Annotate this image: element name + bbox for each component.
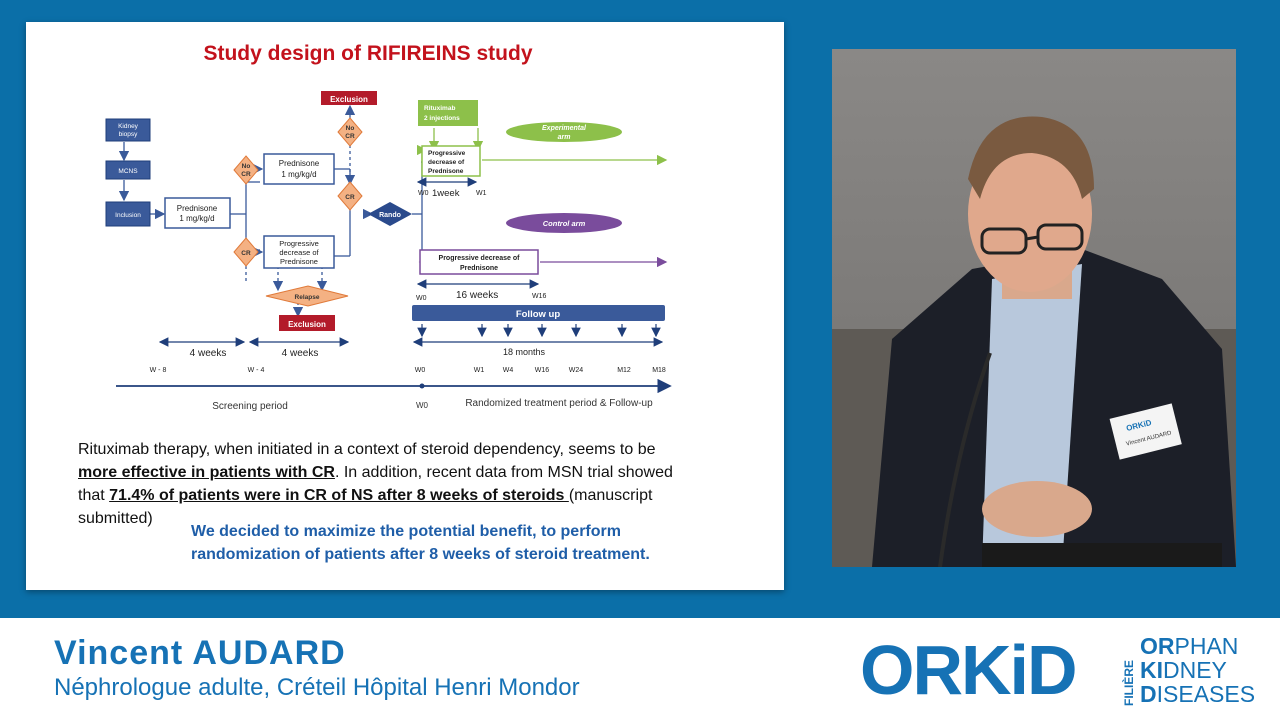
relapse-diamond — [266, 286, 348, 306]
logo-line1-rest: PHAN — [1174, 633, 1239, 659]
experimental-arm-ellipse — [506, 122, 622, 142]
logo-line2-rest: DNEY — [1163, 657, 1227, 683]
svg-text:Control arm: Control arm — [542, 219, 586, 228]
svg-text:Progressive: Progressive — [279, 239, 319, 248]
svg-text:W1: W1 — [476, 190, 487, 197]
orkid-logo: ORKiD — [860, 631, 1076, 709]
slide-title: Study design of RIFIREINS study — [203, 42, 533, 65]
svg-text:biopsy: biopsy — [118, 131, 138, 138]
svg-text:W24: W24 — [568, 367, 584, 374]
svg-text:Inclusion: Inclusion — [115, 212, 141, 219]
body-line-2: . In addition, recent data from MSN trial showed — [334, 464, 673, 481]
kidney-biopsy-box — [106, 119, 150, 141]
svg-text:Follow up: Follow up — [515, 309, 561, 320]
presentation-slide — [26, 22, 784, 590]
svg-text:W0: W0 — [414, 367, 426, 374]
exclusion-bottom-box — [279, 315, 335, 331]
svg-text:W16: W16 — [532, 293, 547, 300]
svg-text:18 months: 18 months — [502, 347, 546, 357]
svg-text:Progressive: Progressive — [428, 150, 466, 157]
svg-text:W - 8: W - 8 — [149, 367, 167, 374]
logo-line2-bold: KI — [1140, 657, 1163, 683]
svg-text:No: No — [345, 125, 355, 132]
body-emphasis-2: 71.4% of patients were in CR of NS after 8 weeks of steroids — [109, 487, 569, 504]
svg-text:Rando: Rando — [379, 212, 401, 219]
no-cr-diamond-1 — [234, 156, 258, 184]
svg-text:1week: 1week — [432, 188, 460, 199]
logo-vertical-label — [1118, 636, 1138, 706]
svg-text:Relapse: Relapse — [294, 294, 320, 301]
svg-text:arm: arm — [557, 134, 571, 141]
cr-diamond-1 — [234, 238, 258, 266]
svg-text:Kidney: Kidney — [118, 123, 138, 130]
body-line-4: submitted) — [78, 510, 153, 527]
svg-text:1 mg/kg/d: 1 mg/kg/d — [281, 170, 317, 179]
svg-text:2 injections: 2 injections — [424, 115, 460, 122]
svg-text:Prednisone: Prednisone — [459, 265, 499, 272]
body-line-3: that — [78, 487, 110, 504]
svg-text:CR: CR — [345, 133, 355, 140]
svg-text:4 weeks: 4 weeks — [281, 348, 319, 359]
svg-text:Prednisone: Prednisone — [428, 168, 464, 175]
svg-text:Screening period: Screening period — [212, 401, 288, 412]
no-cr-diamond-2 — [338, 118, 362, 146]
svg-text:MCNS: MCNS — [118, 168, 138, 175]
svg-text:W0: W0 — [418, 190, 429, 197]
cr-diamond-2 — [338, 182, 362, 210]
experimental-progressive-box — [422, 146, 480, 176]
body-emphasis-1: more effective in patients with CR — [78, 464, 335, 481]
svg-text:CR: CR — [241, 171, 251, 178]
svg-text:Rituximab: Rituximab — [424, 105, 456, 112]
svg-text:M18: M18 — [652, 367, 666, 374]
svg-text:Progressive decrease of: Progressive decrease of — [438, 255, 520, 262]
slide-conclusion: We decided to maximize the potential benefit, to perform randomization of patients after 8 weeks of steroid treatment. — [191, 523, 650, 563]
svg-text:Prednisone: Prednisone — [280, 257, 318, 266]
logo-line3-bold: D — [1140, 681, 1157, 707]
speaker-figure — [832, 49, 1236, 567]
rituximab-box — [418, 100, 478, 126]
svg-text:Exclusion: Exclusion — [288, 320, 326, 329]
svg-text:Vincent AUDARD: Vincent AUDARD — [1125, 430, 1173, 448]
svg-text:FILIÈRE: FILIÈRE — [1122, 659, 1136, 706]
svg-text:W0: W0 — [416, 295, 427, 302]
control-progressive-box — [420, 250, 538, 274]
slide-body-text — [78, 438, 738, 530]
svg-text:W16: W16 — [534, 367, 550, 374]
inclusion-box — [106, 202, 150, 226]
svg-text:M12: M12 — [617, 367, 631, 374]
follow-up-bar — [412, 305, 665, 321]
svg-text:Exclusion: Exclusion — [330, 95, 368, 104]
speaker-name: Vincent AUDARD — [54, 634, 346, 672]
rando-diamond — [368, 202, 412, 226]
svg-text:Experimental: Experimental — [542, 125, 586, 132]
svg-text:Randomized treatment period &: Randomized treatment period & Follow-up — [465, 398, 653, 409]
svg-text:decrease of: decrease of — [428, 159, 465, 166]
logo-line1-bold: OR — [1140, 633, 1175, 659]
svg-text:W0: W0 — [416, 401, 428, 410]
svg-text:CR: CR — [345, 194, 355, 201]
speaker-video — [832, 49, 1236, 567]
svg-text:1 mg/kg/d: 1 mg/kg/d — [179, 214, 215, 223]
study-design-diagram — [26, 22, 784, 422]
svg-text:ORKiD: ORKiD — [1125, 418, 1153, 433]
body-line-1: Rituximab therapy, when initiated in a context of steroid dependency, seems to be — [78, 441, 656, 458]
mcns-box — [106, 161, 150, 179]
prednisone-box-2 — [264, 154, 334, 184]
svg-text:4 weeks: 4 weeks — [189, 348, 227, 359]
svg-text:16 weeks: 16 weeks — [456, 290, 499, 301]
svg-text:No: No — [241, 163, 251, 170]
logo-line3-rest: ISEASES — [1156, 681, 1256, 707]
prednisone-box-1 — [165, 198, 230, 228]
svg-text:Prednisone: Prednisone — [176, 204, 218, 213]
svg-text:decrease of: decrease of — [279, 248, 319, 257]
svg-text:W4: W4 — [502, 367, 514, 374]
svg-text:W - 4: W - 4 — [247, 367, 265, 374]
svg-text:CR: CR — [241, 250, 251, 257]
speaker-role: Néphrologue adulte, Créteil Hôpital Henri Mondor — [54, 674, 580, 701]
progressive-decrease-box — [264, 236, 334, 268]
body-line-3-rest: (manuscript — [568, 487, 653, 504]
svg-text:W1: W1 — [473, 367, 485, 374]
exclusion-top-box — [321, 91, 377, 105]
logo-tagline — [1140, 634, 1255, 706]
svg-text:Prednisone: Prednisone — [278, 159, 320, 168]
control-arm-ellipse — [506, 213, 622, 233]
